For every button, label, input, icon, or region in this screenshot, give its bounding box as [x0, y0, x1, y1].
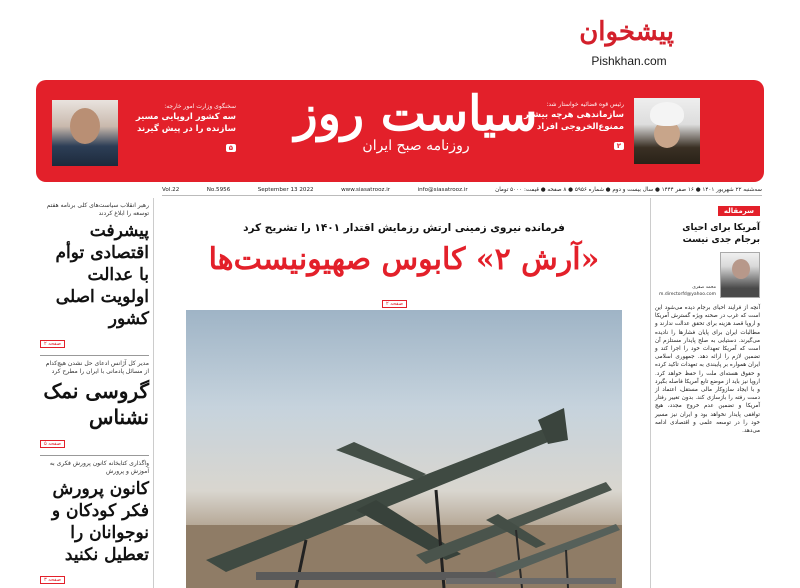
editorial-body: آنچه از فرایند احیای برجام دیده می‌شود این است که غرب در صحنه ویژه گسترش آمریکا و اروپا قصد هزینه برای تحقق عدالت ندارند و مطالبات ایران برای پایان فشارها را نادیده می‌گیرند. دستیابی به صلح پایدار مستلزم آن است که آمریکا تعهدات خود را اجرا کند و تضمین لازم را ارائه دهد. جمهوری اسلامی ایران همواره بر پایبندی به تعهدات تاکید کرده و حقوق هسته‌ای ملت را حفظ خواهد کرد. اروپا نیز باید از موضع تابع آمریکا فاصله بگیرد و با ایجاد سازوکار مالی مستقل، اعتماد از دست رفته را بازسازی کند. بدون تغییر رفتار آمریکا و تضمین عدم خروج مجدد، هیچ توافقی پایدار نخواهد بود و ایران نیز مسیر خود را در توسعه علمی و اقتصادی ادامه می‌دهد.: [655, 305, 760, 435]
issue-site[interactable]: www.siasatrooz.ir: [341, 186, 391, 193]
left-teaser-page: ۵: [226, 144, 236, 152]
issue-email[interactable]: info@siasatrooz.ir: [417, 186, 468, 193]
brief-kicker: رهبر انقلاب سیاست‌های کلی برنامه هفتم توسعه را ابلاغ کردند: [46, 202, 149, 217]
brief-kicker: مدیر کل آژانس ادعای حل نشدن هیچ‌کدام از مسائل پادمانی با ایران را مطرح کرد: [45, 360, 149, 375]
brief-headline: پیشرفت اقتصادی توأم با عدالت اولویت اصلی کشور: [55, 221, 149, 329]
pishkhan-logo-en: Pishkhan.com: [591, 54, 667, 68]
brief-kicker: واگذاری کتابخانه کانون پرورش فکری به آموزش و پرورش: [49, 460, 149, 475]
editorial-author: [655, 252, 760, 298]
editorial-title[interactable]: آمریکا برای احیای برجام جدی نیست: [682, 223, 760, 245]
pishkhan-logo[interactable]: [579, 12, 674, 82]
issue-number: No.5956: [206, 186, 231, 193]
brief-item[interactable]: [40, 456, 149, 585]
brief-page: صفحه ۵: [40, 440, 65, 448]
drone-photo[interactable]: [186, 310, 622, 588]
author-email: m.directorfd@yahoo.com: [659, 292, 716, 297]
right-teaser-page: ۲: [614, 142, 624, 150]
issue-date-fa: سه‌شنبه ۲۲ شهریور ۱۴۰۱ ● ۱۶ صفر ۱۴۴۴ ● سال بیست و دوم ● شماره ۵۹۵۶ ● ۸ صفحه ● قیمت: ۵۰۰۰ تومان: [495, 186, 762, 193]
right-teaser-kicker: رئیس قوه قضائیه خواستار شد:: [546, 101, 624, 108]
issue-volume: Vol.22: [162, 186, 180, 193]
brief-headline: گروسی نمک نشناس: [43, 379, 149, 429]
brief-item[interactable]: [40, 356, 149, 449]
brief-item[interactable]: [40, 198, 149, 349]
brief-page: صفحه ۳: [40, 576, 65, 584]
editorial-column: [650, 198, 764, 588]
editorial-label: سرمقاله: [718, 206, 760, 216]
left-teaser[interactable]: [126, 102, 236, 154]
drone-illustration: [186, 310, 622, 588]
brief-headline: کانون پرورش فکر کودکان و نوجوانان را تعطیل نکنید: [51, 479, 149, 565]
briefs-column: [36, 198, 154, 588]
masthead: [36, 80, 764, 182]
pishkhan-logo-fa: پیشخوان: [579, 17, 674, 47]
newspaper-name: سیاست روز: [294, 86, 538, 142]
author-name: محمد صفری: [692, 285, 716, 290]
lead-kicker: فرمانده نیروی زمینی ارتش رزمایش اقتدار ۱۴۰۱ را تشریح کرد: [243, 222, 565, 234]
author-meta: [659, 284, 716, 298]
left-teaser-kicker: سخنگوی وزارت امور خارجه:: [164, 103, 236, 110]
lead-headline[interactable]: «آرش ۲» کابوس صهیونیست‌ها: [208, 242, 600, 277]
right-teaser[interactable]: [494, 100, 624, 152]
brief-page: صفحه ۲: [40, 340, 65, 348]
issue-date-en: September 13 2022: [257, 186, 314, 193]
lead-page-ref: صفحه ۲: [382, 300, 407, 308]
right-teaser-headline: سازماندهی هرچه بیشتر ممنوع‌الخروجی افراد: [524, 110, 624, 132]
judiciary-chief-photo: [634, 98, 700, 164]
newspaper-tagline: روزنامه صبح ایران: [362, 138, 470, 154]
lead-story: [160, 198, 648, 588]
author-photo: [720, 252, 760, 298]
left-teaser-headline: سه کشور اروپایی مسیر سازنده را در پیش گیرند: [135, 112, 236, 134]
issue-info-bar: [162, 184, 762, 196]
spokesman-photo: [52, 100, 118, 166]
